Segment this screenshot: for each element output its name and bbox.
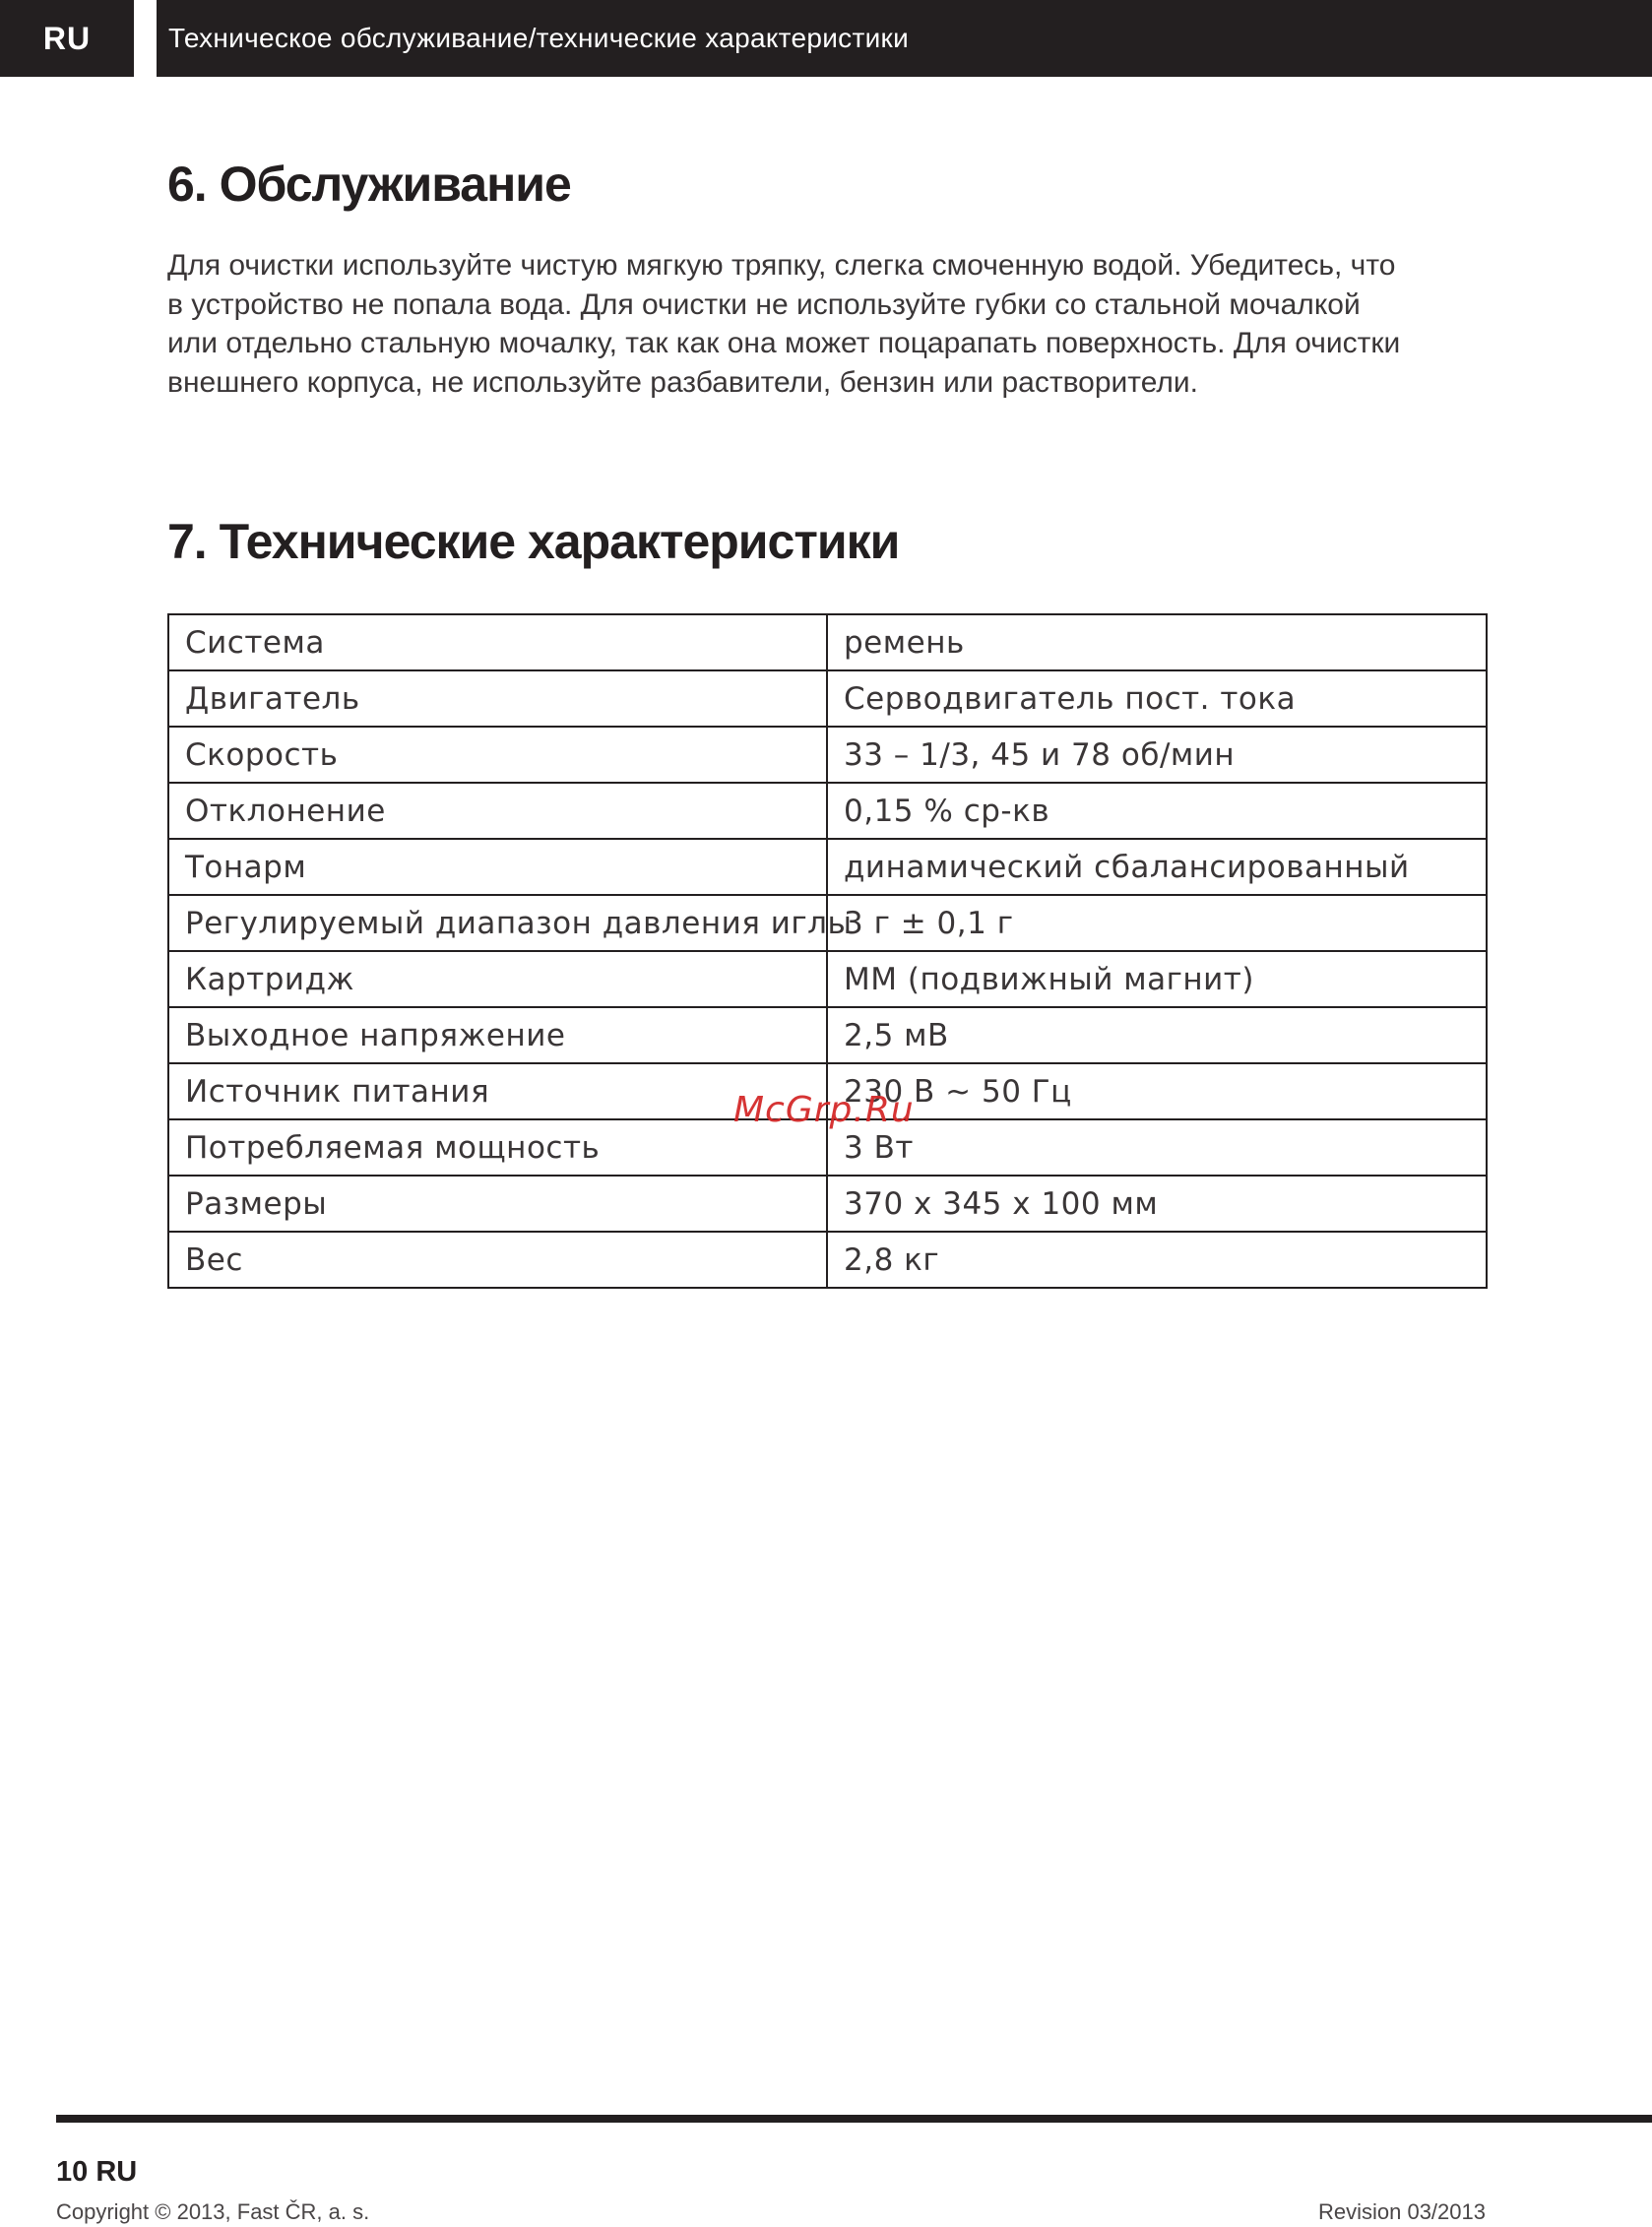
paragraph-line: внешнего корпуса, не используйте разбавители, бензин или растворители. xyxy=(167,365,1198,399)
spec-value: Серводвигатель пост. тока xyxy=(827,670,1487,727)
spec-label: Скорость xyxy=(168,727,827,783)
spec-label: Выходное напряжение xyxy=(168,1007,827,1063)
page-number: 10 RU xyxy=(56,2156,138,2188)
table-row xyxy=(168,783,1487,839)
spec-label: Двигатель xyxy=(168,670,827,727)
section-title-specifications: 7. Технические характеристики xyxy=(167,514,900,569)
spec-label: Отклонение xyxy=(168,783,827,839)
spec-label: Источник питания xyxy=(168,1063,827,1119)
table-row xyxy=(168,614,1487,670)
spec-value: 3 г ± 0,1 г xyxy=(827,895,1487,951)
table-row xyxy=(168,727,1487,783)
specifications-table xyxy=(167,613,1488,1289)
spec-label: Вес xyxy=(168,1232,827,1288)
table-row xyxy=(168,951,1487,1007)
spec-value: 0,15 % ср-кв xyxy=(827,783,1487,839)
spec-value: 2,8 кг xyxy=(827,1232,1487,1288)
spec-label: Регулируемый диапазон давления иглы xyxy=(168,895,827,951)
spec-label: Размеры xyxy=(168,1176,827,1232)
paragraph-line: Для очистки используйте чистую мягкую тряпку, слегка смоченную водой. Убедитесь, что xyxy=(167,249,1396,282)
spec-label: Картридж xyxy=(168,951,827,1007)
spec-value: 2,5 мВ xyxy=(827,1007,1487,1063)
spec-label: Потребляемая мощность xyxy=(168,1119,827,1176)
section-title-maintenance: 6. Обслуживание xyxy=(167,157,571,212)
watermark-text: McGrp.Ru xyxy=(733,1090,915,1130)
copyright-text: Copyright © 2013, Fast ČR, a. s. xyxy=(56,2199,370,2224)
spec-value: MM (подвижный магнит) xyxy=(827,951,1487,1007)
table-row xyxy=(168,670,1487,727)
spec-label: Тонарм xyxy=(168,839,827,895)
paragraph-line: или отдельно стальную мочалку, так как она может поцарапать поверхность. Для очистки xyxy=(167,327,1401,359)
paragraph-line: в устройство не попала вода. Для очистки не используйте губки со стальной мочалкой xyxy=(167,287,1361,321)
table-row xyxy=(168,1176,1487,1232)
revision-text: Revision 03/2013 xyxy=(1317,2199,1486,2224)
header-title: Техническое обслуживание/технические характеристики xyxy=(157,0,1652,77)
spec-label: Система xyxy=(168,614,827,670)
table-row xyxy=(168,1007,1487,1063)
table-row xyxy=(168,1232,1487,1288)
spec-value: динамический сбалансированный xyxy=(827,839,1487,895)
spec-value: 370 x 345 x 100 мм xyxy=(827,1176,1487,1232)
table-row xyxy=(168,895,1487,951)
spec-value: ремень xyxy=(827,614,1487,670)
language-badge: RU xyxy=(0,0,134,77)
maintenance-paragraph xyxy=(167,246,1467,402)
spec-value: 3 Вт xyxy=(827,1119,1487,1176)
spec-value: 230 В ~ 50 Гц xyxy=(827,1063,1487,1119)
spec-value: 33 – 1/3, 45 и 78 об/мин xyxy=(827,727,1487,783)
footer-divider xyxy=(56,2115,1652,2123)
table-row xyxy=(168,839,1487,895)
